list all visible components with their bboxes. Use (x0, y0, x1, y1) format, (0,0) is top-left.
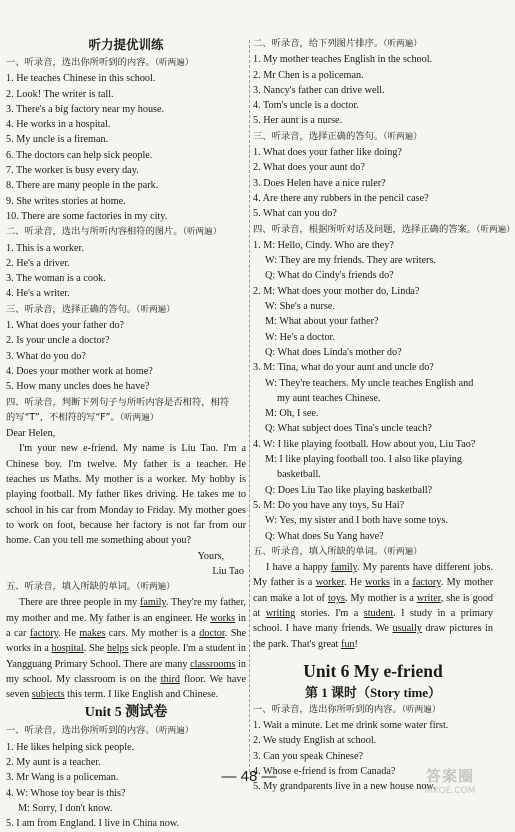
dialogue-line: M: I like playing football too. I also like playing (265, 454, 462, 466)
dialogue-line: W: Yes, my sister and I both have some toys. (265, 515, 448, 527)
list-item: 7. The worker is busy every day. (6, 165, 139, 177)
paragraph-text: . My mother can make a lot of (253, 577, 493, 604)
list-item: 1. He likes helping sick people. (6, 741, 135, 753)
listening-list (6, 740, 246, 832)
paragraph-text: . She (83, 643, 108, 655)
letter-greeting: Dear Helen, (6, 428, 56, 440)
paragraph-text: sick people. I'm a student in Yangguang Primary School. There are many (6, 643, 246, 670)
paragraph-text: in my school. My classroom is on the (6, 658, 246, 685)
filled-answer: usually (392, 623, 422, 635)
section-header: 一、听录音，选出你所听到的内容。（听两遍） (6, 57, 194, 68)
filled-answer: works (365, 577, 390, 589)
section-header: 一、听录音，选出你所听到的内容。（听两遍） (6, 725, 194, 737)
list-item: 3. What do you do? (6, 350, 86, 362)
paragraph-text: . She works in a (6, 627, 246, 655)
list-item: 1. Wait a minute. Let me drink some water first. (253, 720, 449, 732)
filled-answer: makes (79, 627, 106, 639)
filled-answer: factory (29, 627, 59, 639)
list-item: 2. Mr Chen is a policeman. (253, 69, 364, 81)
section-header: 五、听录音，填入所缺的单词。（听两遍） (253, 545, 422, 557)
paragraph-text: cars. My mother is a (105, 627, 200, 639)
section-header: 三、听录音，选择正确的答句。（听两遍） (6, 303, 175, 315)
list-item: 3. Can you speak Chinese? (253, 750, 364, 762)
paragraph-text: draw pictures in the park. That's great (253, 623, 493, 650)
paragraph-text: I have a happy (266, 562, 332, 574)
filled-answer: subjects (31, 689, 65, 701)
letter-closing: Yours, (197, 550, 224, 562)
dialogue-line: my aunt teaches Chinese. (277, 392, 381, 404)
dialogue-line: M: What about your father? (265, 316, 379, 328)
list-item: 8. There are many people in the park. (6, 180, 159, 192)
list-item: 5. My grandparents live in a new house now. (253, 781, 436, 793)
paragraph-text: , she is good at (253, 592, 494, 619)
page-number: — 48 — (221, 768, 277, 785)
listening-list (253, 52, 493, 128)
section-header: 二、听录音，选出与所听内容相符的图片。（听两遍） (6, 226, 222, 238)
paragraph-text: floor. We have seven (6, 673, 246, 701)
paragraph-text: . He (58, 627, 80, 639)
right-column (253, 0, 515, 795)
filled-answer: third (160, 673, 180, 685)
list-item: 4. W: Whose toy bear is this? (6, 787, 126, 799)
list-item: 5. What can you do? (253, 208, 337, 220)
list-item: 4. Are there any rubbers in the pencil case? (253, 192, 429, 204)
paragraph-text: . My mother is a (344, 592, 417, 604)
paragraph-text: . He (343, 577, 366, 589)
filled-answer: worker (315, 577, 344, 589)
list-item: 4. Does your mother work at home? (6, 365, 153, 377)
paragraph-text: There are three people in my (19, 597, 140, 609)
list-item: 1. What does your father do? (6, 320, 125, 332)
letter-body: I'm your new e-friend. My name is Liu Tao. I'm a Chinese boy. I'm twelve. My father is a teacher. He teaches us Maths. My mother is a worker. My hobby is playing football. My father likes driving. He takes me to school in his car from Monday to Friday. My mother goes to work on foot, because her factory is not far from our home. Can you tell me something about you? (6, 443, 246, 547)
paragraph-text: . I study in a primary school. I have many friends. We (253, 607, 493, 635)
section-header: 五、听录音，填入所缺的单词。（听两遍） (6, 581, 175, 593)
dialogue-line: 3. M: Tina, what do your aunt and uncle do? (253, 362, 434, 374)
paragraph-text: in a (390, 577, 413, 589)
filled-answer: hospital (51, 643, 84, 655)
list-item: 2. Look! The writer is tall. (6, 88, 114, 100)
filled-answer: writer (416, 592, 441, 604)
dialogue-line: W: They're teachers. My uncle teaches English and (265, 377, 474, 389)
left-column (6, 0, 246, 832)
paragraph-text: this term. I like English and Chinese. (64, 689, 219, 701)
list-item: 5. I am from England. I live in China now. (6, 818, 180, 830)
list-item: 5. Her aunt is a nurse. (253, 115, 343, 127)
dialogue-line: W: He's a doctor. (265, 331, 335, 343)
filled-answer: factory (412, 577, 441, 589)
list-item: 2. We study English at school. (253, 735, 377, 747)
filled-answer: student (363, 607, 394, 619)
dialogue-line: Q: What does Linda's mother do? (265, 346, 402, 358)
list-item: 3. Does Helen have a nice ruler? (253, 177, 386, 189)
filled-answer: helps (107, 643, 129, 655)
section-header: 一、听录音，选出你所听到的内容。（听两遍） (253, 703, 441, 715)
filled-answer: classrooms (190, 658, 236, 670)
unit6-title: Unit 6 My e-friend (303, 660, 443, 681)
filled-answer: fun (340, 638, 355, 650)
dialogue-line: W: She's a nurse. (265, 301, 335, 313)
paragraph-text: . My parents have different jobs. My father is a (253, 562, 493, 589)
dialogue-line: Q: What do Cindy's friends do? (265, 270, 394, 282)
paragraph-text: ! (354, 638, 358, 650)
dialogue-line: Q: What does Su Yang have? (265, 530, 384, 542)
listening-list (253, 145, 493, 221)
list-item: 1. This is a worker. (6, 242, 84, 254)
column-divider (249, 40, 251, 772)
filled-answer: works (210, 612, 236, 624)
dialogue-line: 1. M: Hello, Cindy. Who are they? (253, 239, 394, 251)
dialogue-line: 5. M: Do you have any toys, Su Hai? (253, 499, 405, 511)
list-item: 2. What does your aunt do? (253, 162, 365, 174)
paragraph-text: in a car (6, 612, 246, 639)
section-header: 三、听录音，选择正确的答句。（听两遍） (253, 130, 422, 142)
list-item: 1. My mother teaches English in the school. (253, 54, 433, 66)
list-item: 4. Whose e-friend is from Canada? (253, 766, 396, 778)
dialogue-line: Q: What subject does Tina's uncle teach? (265, 423, 432, 435)
listening-list (6, 318, 246, 394)
list-item: 6. The doctors can help sick people. (6, 149, 153, 161)
list-item: 5. How many uncles does he have? (6, 381, 150, 393)
filled-answer: writing (265, 607, 296, 619)
dialogue-line: M: Oh, I see. (265, 408, 319, 420)
filled-answer: toys (327, 592, 345, 604)
dialogue-line: 2. M: What does your mother do, Linda? (253, 285, 420, 297)
list-item: 4. He's a writer. (6, 288, 70, 300)
paragraph-text: . They're my father, my mother and me. My father is an engineer. He (6, 597, 246, 624)
section-header: 四、听录音，根据所听对话及问题，选择正确的答案。（听两遍） (253, 223, 515, 235)
filled-answer: family (331, 562, 357, 574)
list-item: 2. Is your uncle a doctor? (6, 335, 110, 347)
fill-in-paragraph (6, 595, 246, 702)
list-item: 3. The woman is a cook. (6, 273, 106, 285)
list-item: 2. He's a driver. (6, 257, 70, 269)
section-header: 二、听录音，给下列图片排序。（听两遍） (253, 38, 422, 49)
dialogue-list (253, 238, 493, 544)
listening-list (6, 71, 246, 224)
lesson-title: 第 1 课时（Story time） (304, 684, 442, 700)
list-item: 10. There are some factories in my city. (6, 210, 168, 222)
fill-in-paragraph (253, 560, 493, 652)
dialogue-line: Q: Does Liu Tao like playing basketball? (265, 484, 433, 496)
list-item: M: Sorry, I don't know. (18, 802, 113, 814)
filled-answer: doctor (199, 627, 225, 639)
list-item: 4. He works in a hospital. (6, 119, 111, 131)
unit5-title: Unit 5 测试卷 (84, 705, 168, 721)
section-header-cont: 的写“T”，不相符的写“F”。（听两遍） (6, 411, 159, 423)
list-item: 4. Tom's uncle is a doctor. (253, 100, 359, 112)
paragraph-text: stories. I'm a (295, 607, 364, 619)
filled-answer: family (139, 597, 166, 609)
section-header: 四、听录音，判断下列句子与所听内容是否相符，相符 (6, 396, 230, 408)
dialogue-line: 4. W: I like playing football. How about you, Liu Tao? (253, 438, 476, 450)
section-title: 听力提优训练 (88, 38, 164, 52)
list-item: 2. My aunt is a teacher. (6, 757, 101, 769)
watermark-logo: 答案圈 MXQE.COM (424, 767, 476, 796)
dialogue-line: basketball. (277, 469, 321, 481)
list-item: 3. There's a big factory near my house. (6, 103, 165, 115)
list-item: 1. What does your father like doing? (253, 147, 402, 159)
list-item: 3. Mr Wang is a policeman. (6, 772, 119, 784)
list-item: 5. My uncle is a fireman. (6, 134, 109, 146)
dialogue-line: W: They are my friends. They are writers. (265, 255, 436, 267)
listening-list (6, 241, 246, 302)
list-item: 1. He teaches Chinese in this school. (6, 73, 156, 85)
letter-signature: Liu Tao (212, 565, 244, 577)
list-item: 9. She writes stories at home. (6, 195, 126, 207)
list-item: 3. Nancy's father can drive well. (253, 84, 385, 96)
